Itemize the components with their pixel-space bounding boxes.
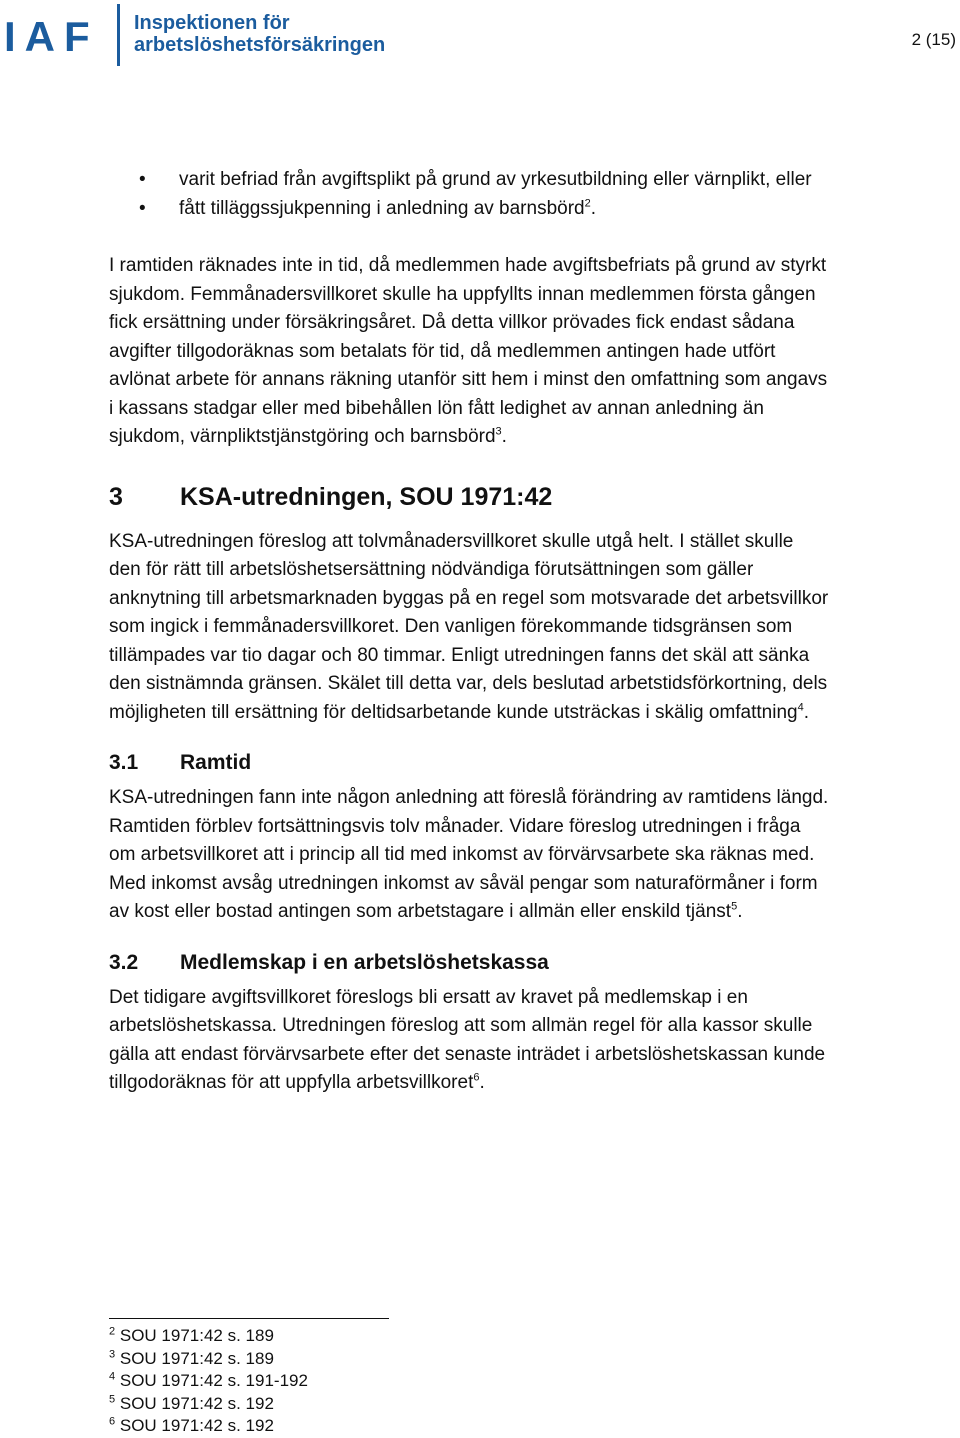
footnote bbox=[109, 1393, 509, 1416]
bullet-icon: • bbox=[139, 169, 146, 190]
footnote-ref[interactable]: 2 bbox=[584, 197, 591, 210]
footnote-ref[interactable]: 6 bbox=[473, 1071, 480, 1084]
footnote-ref[interactable]: 3 bbox=[495, 425, 502, 438]
footnote bbox=[109, 1348, 509, 1371]
footnote-ref[interactable]: 4 bbox=[797, 701, 804, 714]
paragraph bbox=[109, 252, 829, 452]
sentence-end: . bbox=[737, 901, 743, 922]
footnote-number: 2 bbox=[109, 1325, 116, 1338]
iaf-logo: IAF bbox=[4, 13, 99, 60]
footnotes bbox=[109, 1318, 509, 1438]
section-title: KSA-utredningen, SOU 1971:42 bbox=[180, 482, 553, 511]
paragraph-text: Det tidigare avgiftsvillkoret föreslogs bli ersatt av kravet på medlemskap i en arbetslöshetskassa. Utredningen föreslog att som allmän regel för alla kassor skulle gälla att endast förvärvsarbete efter det senaste inträdet i arbetslöshetskassan kunde tillgodoräknas för att uppfylla arbetsvillkoret bbox=[109, 986, 826, 1093]
section-number: 3 bbox=[109, 482, 123, 511]
footnote-number: 4 bbox=[109, 1370, 116, 1383]
footnote-ref[interactable]: 5 bbox=[731, 900, 738, 913]
section-title: Ramtid bbox=[180, 751, 252, 774]
logo-line-1: Inspektionen för bbox=[134, 12, 290, 34]
paragraph-text: KSA-utredningen fann inte någon anledning att föreslå förändring av ramtidens längd. Ramtiden förblev fortsättningsvis tolv månader. Vidare föreslog utredningen i fråga om arbetsvillkoret att i princip all tid med inkomst av förvärvsarbete ska räknas med. Med inkomst avsåg utredningen inkomst av såväl pengar som naturaförmåner i form av kost eller bostad antingen som arbetstagare i allmän eller enskild tjänst bbox=[109, 787, 829, 922]
sentence-end: . bbox=[501, 426, 507, 447]
section-number: 3.1 bbox=[109, 751, 139, 774]
footnote-number: 6 bbox=[109, 1415, 116, 1428]
bullet-icon: • bbox=[139, 197, 146, 219]
footnote-text: SOU 1971:42 s. 189 bbox=[119, 1326, 274, 1345]
subsection-heading bbox=[109, 750, 829, 776]
logo-text bbox=[134, 12, 385, 56]
subsection-heading bbox=[109, 950, 829, 976]
footnote-text: SOU 1971:42 s. 192 bbox=[119, 1393, 274, 1413]
document-body bbox=[109, 166, 829, 1098]
sentence-end: . bbox=[590, 197, 597, 219]
page-number: 2 (15) bbox=[911, 30, 956, 49]
footnote-text: SOU 1971:42 s. 189 bbox=[119, 1348, 274, 1368]
paragraph-text: KSA-utredningen föreslog att tolvmånadersvillkoret skulle utgå helt. I stället skulle den för rätt till arbetslöshetsersättning nödvändiga förutsättningen som gäller anknytning till arbetsmarknaden byggas på en regel som motsvarade det arbetsvillkor som ingick i femmånadersvillkoret. Den vanligen förekommande tidsgränsen som tillämpades var tio dagar och 80 timmar. Enligt utredningen fanns det skäl att sänka den sistnämnda gränsen. Skälet till detta var, dels beslutad arbetstidsförkortning, dels möjligheten till ersättning för deltidsarbetande kunde utsträckas i skälig omfattning bbox=[109, 530, 829, 723]
sentence-end: . bbox=[479, 1072, 485, 1093]
logo-divider bbox=[117, 4, 120, 66]
footnote-text: SOU 1971:42 s. 192 bbox=[119, 1416, 274, 1435]
section-title: Medlemskap i en arbetslöshetskassa bbox=[180, 950, 549, 974]
paragraph bbox=[109, 784, 829, 927]
footnote-number: 3 bbox=[109, 1347, 116, 1360]
logo-line-2: arbetslöshetsförsäkringen bbox=[134, 34, 386, 56]
paragraph-text: I ramtiden räknades inte in tid, då medlemmen hade avgiftsbefriats på grund av styrkt sjukdom. Femmånadersvillkoret skulle ha uppfyllts innan medlemmen första gången fick ersättning under försäkringsåret. Då detta villkor prövades fick endast sådana avgifter tillgodoräknas som betalats för tid, då medlemmen antingen hade utfört avlönat arbete för annans räkning utanför sitt hem i minst den omfattning som angavs i kassans stadgar eller med bibehållen lön fått ledighet av annan anledning än sjukdom, värnpliktstjänstgöring och barnsbörd bbox=[109, 255, 828, 447]
list-item bbox=[109, 166, 829, 195]
page-header bbox=[0, 0, 960, 80]
footnote-divider bbox=[109, 1318, 389, 1319]
footnote bbox=[109, 1370, 509, 1393]
footnote bbox=[109, 1415, 509, 1438]
list-item-text: varit befriad från avgiftsplikt på grund av yrkesutbildning eller värnplikt, eller bbox=[179, 169, 812, 190]
bullet-list bbox=[109, 166, 829, 223]
sentence-end: . bbox=[803, 701, 810, 723]
section-number: 3.2 bbox=[109, 950, 139, 974]
footnote-number: 5 bbox=[109, 1392, 116, 1405]
list-item bbox=[109, 195, 829, 224]
paragraph bbox=[109, 528, 829, 728]
footnote-text: SOU 1971:42 s. 191-192 bbox=[119, 1371, 308, 1390]
paragraph bbox=[109, 984, 829, 1098]
list-item-text: fått tilläggssjukpenning i anledning av barnsbörd bbox=[179, 197, 585, 219]
section-heading bbox=[109, 482, 829, 512]
footnote bbox=[109, 1325, 509, 1348]
